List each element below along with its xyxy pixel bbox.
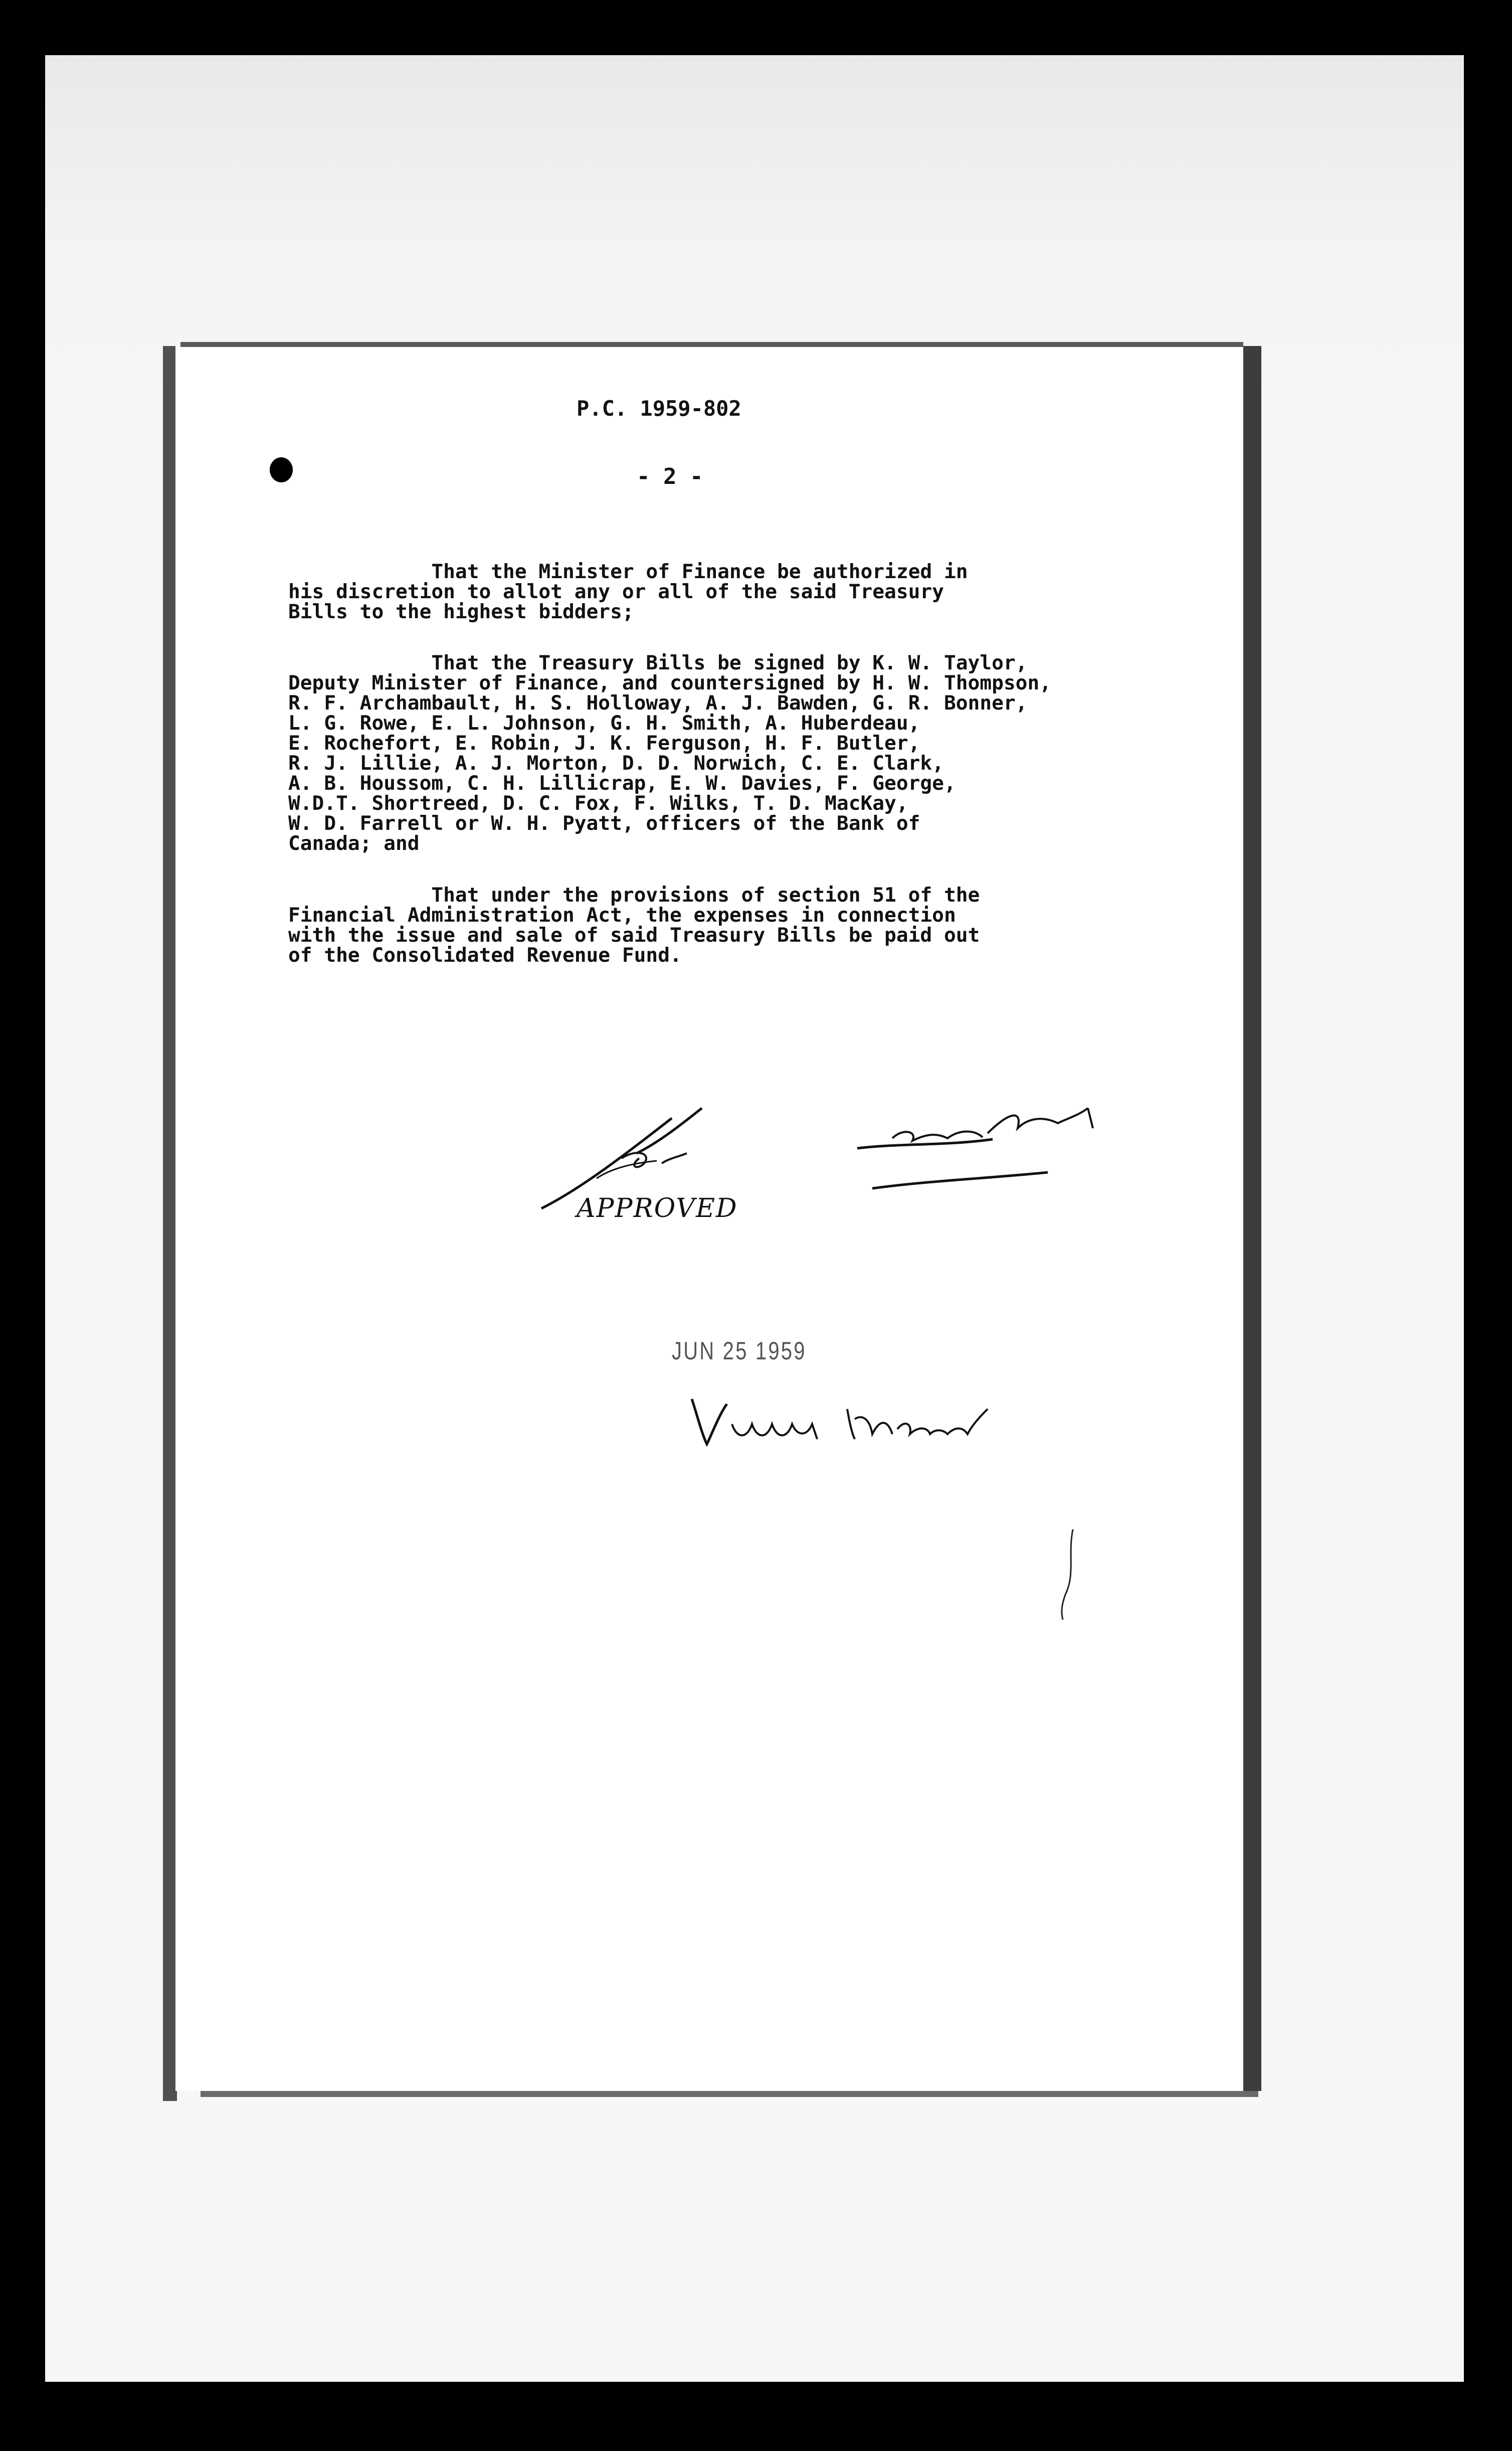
signature-approver [682, 1384, 1008, 1469]
paragraph-allotment: That the Minister of Finance be authorized in his discretion to allot any or all of the said Treasury Bills to the highest bidders; [288, 560, 968, 623]
page-number: - 2 - [637, 464, 703, 489]
signature-right [847, 1093, 1128, 1203]
date-stamp: JUN 25 1959 [672, 1337, 807, 1365]
margin-mark [1053, 1524, 1083, 1625]
document-number: P.C. 1959-802 [577, 396, 741, 421]
approval-label: APPROVED [577, 1193, 738, 1223]
page-top-edge [180, 342, 1243, 347]
page-bottom-edge [201, 2091, 1258, 2097]
paragraph-signatories: That the Treasury Bills be signed by K. W. Taylor, Deputy Minister of Finance, and countersigned by H. W. Thompson, R. F. Archambault, H. S. Holloway, A. J. Bawden, G. R. Bonner, L. G. Rowe, E. L. Johnson, G. H. Smith, A. Huberdeau, E. Rochefort, E. Robin, J. K. Ferguson, H. F. Butler, R. J. Lillie, A. J. Morton, D. D. Norwich, C. E. Clark, A. B. Houssom, C. H. Lillicrap, E. W. Davies, F. George, W.D.T. Shortreed, D. C. Fox, F. Wilks, T. D. MacKay, W. D. Farrell or W. H. Pyatt, officers of the Bank of Canada; and [288, 651, 1051, 855]
paragraph-expenses: That under the provisions of section 51 of the Financial Administration Act, the expenses in connection with the issue and sale of said Treasury Bills be paid out of the Consolidated Revenue Fund. [288, 884, 980, 967]
punch-hole [270, 457, 293, 482]
page-shadow-left [163, 346, 177, 2101]
